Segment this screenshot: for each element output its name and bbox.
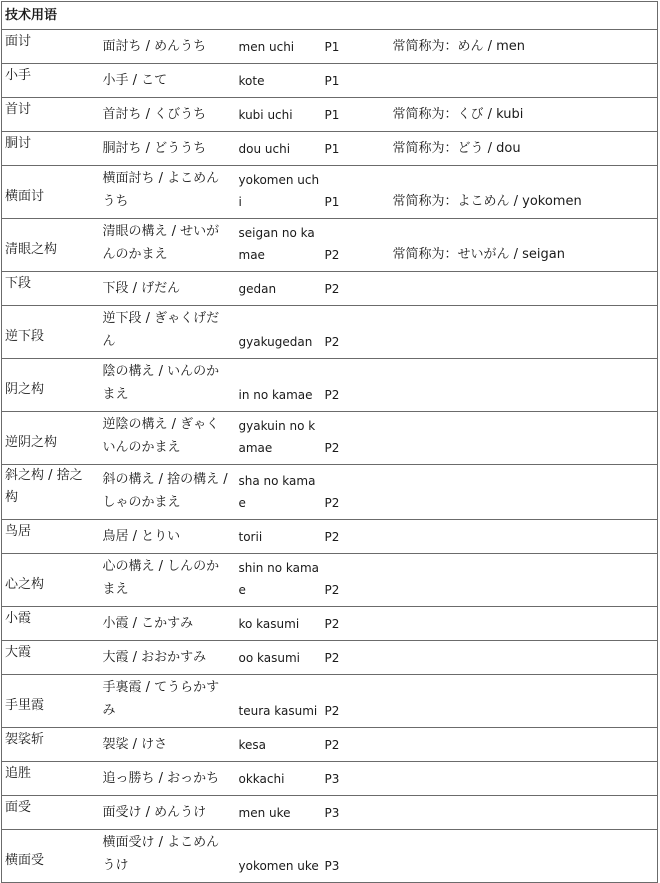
term-page: P1 — [324, 142, 340, 156]
term-page-cell — [322, 762, 390, 796]
term-page-cell — [322, 359, 390, 412]
term-note-cell — [390, 359, 658, 412]
table-row — [2, 762, 658, 796]
term-romaji: torii — [238, 530, 263, 544]
term-page: P2 — [324, 738, 340, 752]
term-japanese-cell — [100, 98, 236, 132]
term-note: 常简称为：せいがん / seigan — [392, 247, 565, 262]
term-page: P2 — [324, 388, 340, 402]
term-romaji-cell — [236, 520, 322, 554]
term-romaji-cell — [236, 306, 322, 359]
term-romaji-cell — [236, 675, 322, 728]
term-note-cell — [390, 412, 658, 465]
term-note — [393, 756, 658, 761]
term-note-cell — [390, 728, 658, 762]
term-chinese-cell — [2, 64, 100, 98]
term-note-cell — [390, 98, 658, 132]
term-note-cell — [390, 675, 658, 728]
term-note — [393, 300, 658, 305]
term-chinese-cell — [2, 762, 100, 796]
term-chinese-cell — [2, 830, 100, 883]
term-note-cell — [390, 554, 658, 607]
term-page-cell — [322, 30, 390, 64]
term-page-cell — [322, 166, 390, 219]
term-romaji: men uke — [238, 806, 291, 820]
term-chinese-cell — [2, 607, 100, 641]
term-japanese: 鳥居 / とりい — [102, 529, 181, 544]
term-chinese-cell — [2, 675, 100, 728]
term-note: 常简称为：くび / kubi — [392, 107, 524, 122]
term-japanese-cell — [100, 675, 236, 728]
term-chinese: 手里霞 — [5, 698, 45, 713]
table-row — [2, 607, 658, 641]
term-page: P1 — [324, 108, 340, 122]
term-note-cell — [390, 166, 658, 219]
term-romaji: seigan no ka mae — [238, 226, 315, 262]
term-chinese-cell — [2, 641, 100, 675]
term-chinese: 面讨 — [5, 34, 32, 49]
term-romaji-cell — [236, 830, 322, 883]
term-page: P2 — [324, 583, 340, 597]
term-page-cell — [322, 219, 390, 272]
term-romaji-cell — [236, 796, 322, 830]
term-page-cell — [322, 520, 390, 554]
term-chinese-cell — [2, 728, 100, 762]
term-note-cell — [390, 762, 658, 796]
term-chinese: 横面讨 — [5, 189, 45, 204]
term-chinese: 逆下段 — [5, 329, 45, 344]
term-romaji-cell — [236, 64, 322, 98]
term-japanese: 面討ち / めんうち — [102, 39, 207, 54]
term-chinese: 逆阴之构 — [5, 435, 58, 450]
term-note — [393, 824, 658, 829]
table-row — [2, 728, 658, 762]
term-japanese-cell — [100, 465, 236, 520]
term-chinese-cell — [2, 219, 100, 272]
term-romaji: sha no kama e — [238, 474, 316, 510]
term-romaji: shin no kama e — [238, 561, 320, 597]
term-chinese-cell — [2, 412, 100, 465]
term-romaji: yokomen uch i — [238, 173, 320, 209]
term-romaji-cell — [236, 98, 322, 132]
term-note — [393, 459, 658, 464]
term-romaji: kubi uchi — [238, 108, 293, 122]
term-japanese-cell — [100, 219, 236, 272]
term-page: P2 — [324, 441, 340, 455]
term-page-cell — [322, 132, 390, 166]
term-chinese: 横面受 — [5, 853, 45, 868]
term-romaji: oo kasumi — [238, 651, 300, 665]
term-note-cell — [390, 465, 658, 520]
term-note-cell — [390, 607, 658, 641]
term-japanese-cell — [100, 30, 236, 64]
term-note-cell — [390, 796, 658, 830]
term-chinese: 鸟居 — [5, 524, 32, 539]
term-romaji: ko kasumi — [238, 617, 300, 631]
term-romaji-cell — [236, 607, 322, 641]
term-japanese-cell — [100, 412, 236, 465]
table-row — [2, 412, 658, 465]
term-chinese: 袈裟斩 — [5, 732, 45, 747]
term-chinese: 阴之构 — [5, 382, 45, 397]
term-note: 常简称为：どう / dou — [392, 141, 521, 156]
term-romaji: gedan — [238, 282, 277, 296]
term-page: P2 — [324, 617, 340, 631]
term-romaji-cell — [236, 359, 322, 412]
term-page-cell — [322, 607, 390, 641]
term-note-cell — [390, 272, 658, 306]
term-page: P2 — [324, 496, 340, 510]
term-chinese-cell — [2, 166, 100, 219]
term-note — [393, 635, 658, 640]
term-page: P2 — [324, 704, 340, 718]
term-romaji: in no kamae — [238, 388, 313, 402]
term-chinese: 胴讨 — [5, 136, 32, 151]
table-row — [2, 64, 658, 98]
term-japanese: 追っ勝ち / おっかち — [102, 771, 220, 786]
term-romaji-cell — [236, 412, 322, 465]
term-page-cell — [322, 306, 390, 359]
term-japanese: 袈裟 / けさ — [102, 737, 168, 752]
term-romaji: teura kasumi — [238, 704, 318, 718]
table-row — [2, 830, 658, 883]
term-japanese: 陰の構え / いんのか まえ — [102, 364, 220, 402]
term-page: P1 — [324, 74, 340, 88]
term-japanese-cell — [100, 520, 236, 554]
term-japanese-cell — [100, 272, 236, 306]
table-row — [2, 219, 658, 272]
term-japanese: 首討ち / くびうち — [102, 107, 207, 122]
term-page: P1 — [324, 40, 340, 54]
term-japanese: 下段 / げだん — [102, 281, 181, 296]
term-romaji-cell — [236, 166, 322, 219]
term-chinese: 心之构 — [5, 577, 45, 592]
terminology-table — [1, 1, 658, 883]
term-page-cell — [322, 465, 390, 520]
term-page-cell — [322, 64, 390, 98]
term-note-cell — [390, 64, 658, 98]
term-chinese: 小手 — [5, 68, 32, 83]
term-note-cell — [390, 520, 658, 554]
term-note — [393, 548, 658, 553]
term-note — [393, 722, 658, 727]
term-japanese-cell — [100, 762, 236, 796]
term-romaji-cell — [236, 554, 322, 607]
term-romaji-cell — [236, 272, 322, 306]
term-page-cell — [322, 796, 390, 830]
term-note — [393, 406, 658, 411]
term-japanese: 横面討ち / よこめん うち — [102, 171, 220, 209]
term-chinese: 面受 — [5, 800, 32, 815]
term-japanese-cell — [100, 641, 236, 675]
term-japanese: 面受け / めんうけ — [102, 805, 207, 820]
term-japanese: 胴討ち / どううち — [102, 141, 207, 156]
term-chinese-cell — [2, 520, 100, 554]
term-note — [393, 669, 658, 674]
table-title: 技术用语 — [2, 2, 658, 30]
term-romaji: dou uchi — [238, 142, 291, 156]
term-chinese-cell — [2, 796, 100, 830]
table-row — [2, 359, 658, 412]
term-chinese-cell — [2, 30, 100, 64]
term-page-cell — [322, 830, 390, 883]
term-japanese-cell — [100, 166, 236, 219]
term-page-cell — [322, 641, 390, 675]
term-page: P3 — [324, 772, 340, 786]
term-japanese: 逆陰の構え / ぎゃく いんのかまえ — [102, 417, 220, 455]
term-romaji-cell — [236, 762, 322, 796]
term-romaji: gyakuin no k amae — [238, 419, 316, 455]
term-note — [393, 877, 658, 882]
term-note-cell — [390, 830, 658, 883]
term-japanese: 小手 / こて — [102, 73, 168, 88]
term-romaji: men uchi — [238, 40, 295, 54]
term-romaji: gyakugedan — [238, 335, 313, 349]
term-japanese-cell — [100, 554, 236, 607]
table-row — [2, 675, 658, 728]
term-page: P2 — [324, 651, 340, 665]
table-row — [2, 465, 658, 520]
term-japanese: 逆下段 / ぎゃくげだ ん — [102, 311, 220, 349]
term-romaji-cell — [236, 641, 322, 675]
term-chinese-cell — [2, 132, 100, 166]
term-note — [393, 514, 658, 519]
term-chinese: 清眼之构 — [5, 242, 58, 257]
term-page: P2 — [324, 248, 340, 262]
term-note — [393, 92, 658, 97]
term-chinese-cell — [2, 98, 100, 132]
term-chinese-cell — [2, 359, 100, 412]
term-chinese-cell — [2, 306, 100, 359]
term-japanese: 横面受け / よこめん うけ — [102, 835, 220, 873]
term-japanese: 斜の構え / 捨の構え / しゃのかまえ — [102, 472, 228, 510]
term-page-cell — [322, 98, 390, 132]
term-chinese: 追胜 — [5, 766, 32, 781]
table-row — [2, 272, 658, 306]
term-page-cell — [322, 675, 390, 728]
term-chinese: 首讨 — [5, 102, 32, 117]
term-note: 常简称为：めん / men — [392, 39, 526, 54]
table-row — [2, 30, 658, 64]
term-chinese-cell — [2, 272, 100, 306]
term-note: 常简称为：よこめん / yokomen — [392, 194, 582, 209]
term-note-cell — [390, 306, 658, 359]
table-row — [2, 641, 658, 675]
term-japanese-cell — [100, 830, 236, 883]
term-page: P3 — [324, 859, 340, 873]
term-japanese: 心の構え / しんのか まえ — [102, 559, 220, 597]
term-note-cell — [390, 641, 658, 675]
term-japanese-cell — [100, 607, 236, 641]
term-japanese-cell — [100, 796, 236, 830]
term-chinese-cell — [2, 465, 100, 520]
term-chinese: 小霞 — [5, 611, 32, 626]
table-row — [2, 520, 658, 554]
term-note — [393, 601, 658, 606]
term-chinese: 斜之构 / 捨之 构 — [5, 468, 83, 505]
term-japanese: 大霞 / おおかすみ — [102, 650, 207, 665]
term-page-cell — [322, 412, 390, 465]
term-romaji-cell — [236, 728, 322, 762]
term-romaji: okkachi — [238, 772, 285, 786]
term-page-cell — [322, 554, 390, 607]
term-romaji: kesa — [238, 738, 267, 752]
term-page: P2 — [324, 335, 340, 349]
term-japanese-cell — [100, 728, 236, 762]
table-row — [2, 98, 658, 132]
term-page: P2 — [324, 282, 340, 296]
term-page-cell — [322, 728, 390, 762]
term-chinese: 大霞 — [5, 645, 32, 660]
term-note-cell — [390, 219, 658, 272]
term-note — [393, 353, 658, 358]
term-romaji-cell — [236, 219, 322, 272]
table-row — [2, 796, 658, 830]
table-header-row — [2, 2, 658, 30]
term-japanese-cell — [100, 64, 236, 98]
term-chinese: 下段 — [5, 276, 32, 291]
term-page: P2 — [324, 530, 340, 544]
term-page: P1 — [324, 195, 340, 209]
table-row — [2, 166, 658, 219]
term-japanese: 小霞 / こかすみ — [102, 616, 194, 631]
term-page: P3 — [324, 806, 340, 820]
term-chinese-cell — [2, 554, 100, 607]
table-row — [2, 132, 658, 166]
term-japanese: 手裏霞 / てうらかす み — [102, 680, 220, 718]
term-japanese: 清眼の構え / せいが んのかまえ — [102, 224, 220, 262]
term-japanese-cell — [100, 132, 236, 166]
term-note — [393, 790, 658, 795]
term-japanese-cell — [100, 359, 236, 412]
term-note-cell — [390, 30, 658, 64]
table-row — [2, 554, 658, 607]
term-romaji: kote — [238, 74, 265, 88]
term-romaji-cell — [236, 30, 322, 64]
term-romaji-cell — [236, 465, 322, 520]
term-japanese-cell — [100, 306, 236, 359]
term-page-cell — [322, 272, 390, 306]
term-romaji: yokomen uke — [238, 859, 319, 873]
term-note-cell — [390, 132, 658, 166]
table-row — [2, 306, 658, 359]
term-romaji-cell — [236, 132, 322, 166]
